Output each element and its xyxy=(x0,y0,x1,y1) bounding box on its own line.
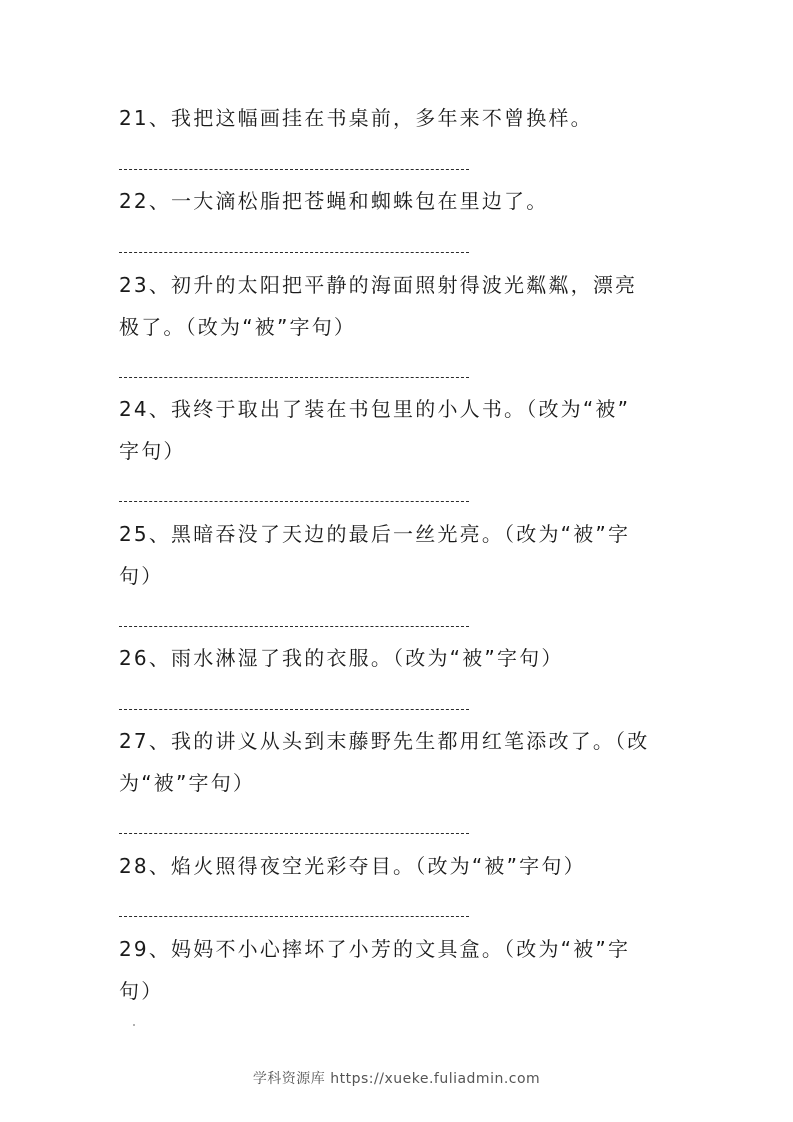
question-22-line-1: 22、一大滴松脂把苍蝇和蜘蛛包在里边了。 xyxy=(119,189,549,213)
answer-line-26 xyxy=(119,709,469,710)
scan-speck xyxy=(133,1024,135,1026)
answer-line-23 xyxy=(119,377,469,378)
question-24-line-1: 24、我终于取出了装在书包里的小人书。（改为“被” xyxy=(119,397,631,421)
question-26-line-1: 26、雨水淋湿了我的衣服。（改为“被”字句） xyxy=(119,646,564,670)
answer-line-28 xyxy=(119,916,469,917)
question-23-line-2: 极了。（改为“被”字句） xyxy=(119,315,357,339)
question-25-line-1: 25、黑暗吞没了天边的最后一丝光亮。（改为“被”字 xyxy=(119,522,631,546)
answer-line-22 xyxy=(119,252,469,253)
answer-line-24 xyxy=(119,501,469,502)
answer-line-21 xyxy=(119,169,469,170)
question-29-line-2: 句） xyxy=(119,979,164,1003)
answer-line-25 xyxy=(119,626,469,627)
page-footer: 学科资源库 https://xueke.fuliadmin.com xyxy=(252,1071,541,1087)
question-27-line-1: 27、我的讲义从头到末藤野先生都用红笔添改了。（改 xyxy=(119,729,650,753)
answer-line-27 xyxy=(119,833,469,834)
question-25-line-2: 句） xyxy=(119,564,164,588)
question-28-line-1: 28、焰火照得夜空光彩夺目。（改为“被”字句） xyxy=(119,854,586,878)
question-29-line-1: 29、妈妈不小心摔坏了小芳的文具盒。（改为“被”字 xyxy=(119,937,631,961)
question-24-line-2: 字句） xyxy=(119,439,186,463)
question-21-line-1: 21、我把这幅画挂在书桌前，多年来不曾换样。 xyxy=(119,106,593,130)
question-23-line-1: 23、初升的太阳把平静的海面照射得波光粼粼，漂亮 xyxy=(119,273,638,297)
question-27-line-2: 为“被”字句） xyxy=(119,771,256,795)
